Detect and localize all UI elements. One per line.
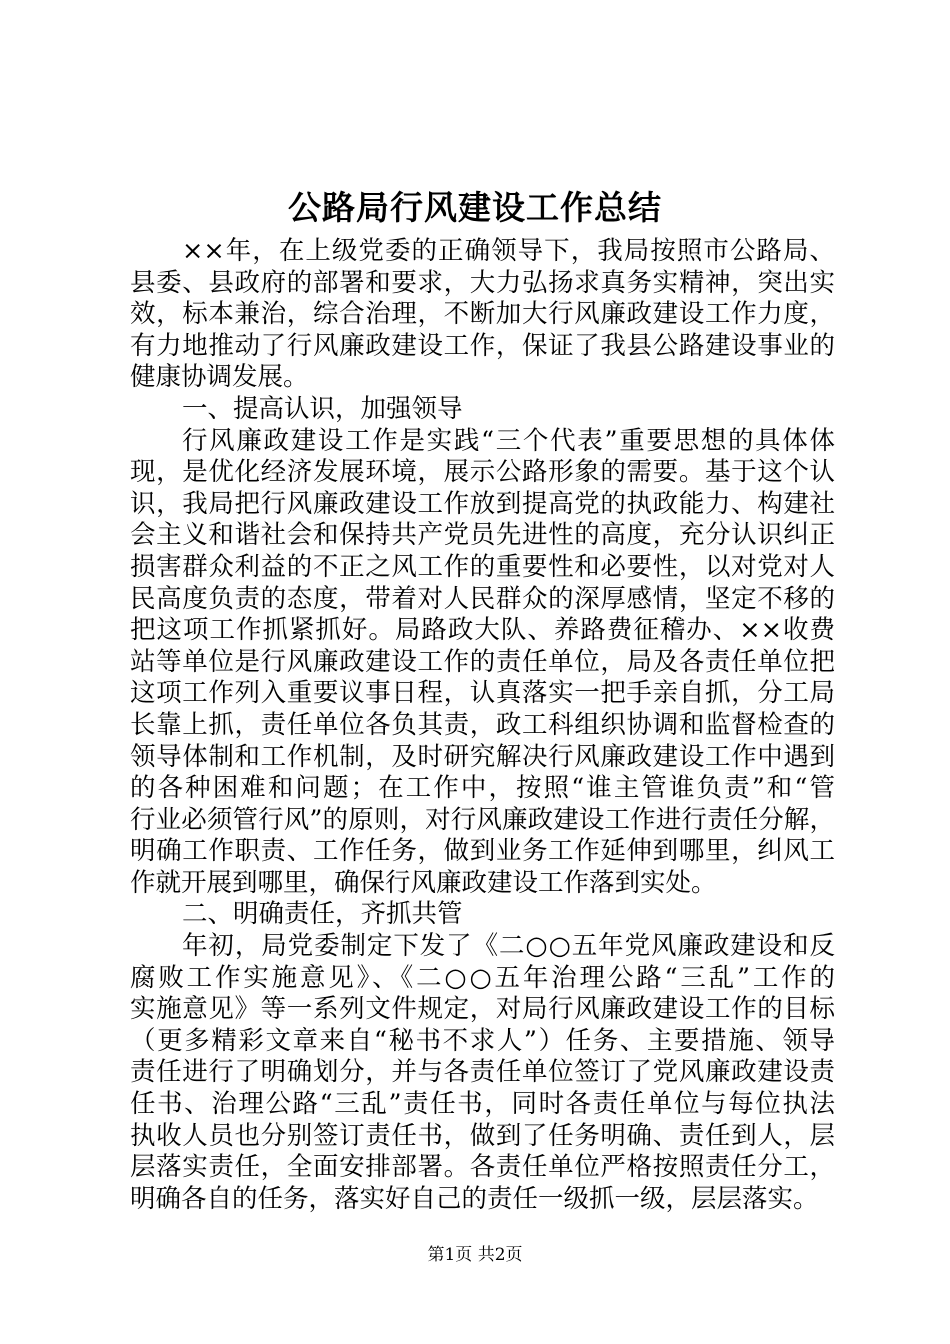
body-text-line: 长靠上抓，责任单位各负其责，政工科组织协调和监督检查的: [130, 709, 835, 740]
body-text-line: 行业必须管行风”的原则，对行风廉政建设工作进行责任分解，: [130, 804, 835, 835]
body-text-line: 实施意见》等一系列文件规定，对局行风廉政建设工作的目标: [130, 994, 835, 1025]
body-text-line: 损害群众利益的不正之风工作的重要性和必要性，以对党对人: [130, 551, 835, 582]
body-text-line: 二、明确责任，齐抓共管: [182, 899, 463, 930]
body-text-line: 层落实责任，全面安排部署。各责任单位严格按照责任分工，: [130, 1152, 835, 1183]
body-text-line: 健康协调发展。: [130, 362, 309, 393]
body-text-line: 站等单位是行风廉政建设工作的责任单位，局及各责任单位把: [130, 646, 835, 677]
body-text-line: （更多精彩文章来自“秘书不求人”）任务、主要措施、领导: [130, 1025, 835, 1056]
body-text-line: 行风廉政建设工作是实践“三个代表”重要思想的具体体: [182, 425, 835, 456]
document-body: [130, 236, 835, 1215]
body-text-line: 会主义和谐社会和保持共产党员先进性的高度，充分认识纠正: [130, 520, 835, 551]
body-text-line: 民高度负责的态度，带着对人民群众的深厚感情，坚定不移的: [130, 583, 835, 614]
body-text-line: 作就开展到哪里，确保行风廉政建设工作落到实处。: [130, 867, 717, 898]
body-text-line: 的各种困难和问题；在工作中，按照“谁主管谁负责”和“管: [130, 773, 835, 804]
body-text-line: 腐败工作实施意见》、《二○○五年治理公路“三乱”工作的: [130, 962, 835, 993]
body-text-line: 现，是优化经济发展环境，展示公路形象的需要。基于这个认: [130, 457, 835, 488]
body-text-line: ××年，在上级党委的正确领导下，我局按照市公路局、: [182, 236, 835, 266]
body-text-line: 领导体制和工作机制，及时研究解决行风廉政建设工作中遇到: [130, 741, 835, 772]
body-text-line: 县委、县政府的部署和要求，大力弘扬求真务实精神，突出实: [130, 267, 835, 298]
page-footer: 第1页 共2页: [427, 1245, 523, 1265]
body-text-line: 任书、治理公路“三乱”责任书，同时各责任单位与每位执法: [130, 1089, 835, 1120]
body-text-line: 把这项工作抓紧抓好。局路政大队、养路费征稽办、××收费: [130, 615, 835, 646]
body-text-line: 执收人员也分别签订责任书，做到了任务明确、责任到人，层: [130, 1120, 835, 1151]
document-title: 公路局行风建设工作总结: [288, 188, 662, 227]
body-text-line: 明确工作职责、工作任务，做到业务工作延伸到哪里，纠风工: [130, 836, 835, 867]
body-text-line: 责任进行了明确划分，并与各责任单位签订了党风廉政建设责: [130, 1057, 835, 1088]
body-text-line: 年初，局党委制定下发了《二○○五年党风廉政建设和反: [182, 931, 835, 962]
body-text-line: 识，我局把行风廉政建设工作放到提高党的执政能力、构建社: [130, 488, 835, 519]
body-text-line: 有力地推动了行风廉政建设工作，保证了我县公路建设事业的: [130, 330, 835, 361]
body-text-line: 明确各自的任务，落实好自己的责任一级抓一级，层层落实。: [130, 1183, 819, 1214]
body-text-line: 效，标本兼治，综合治理，不断加大行风廉政建设工作力度，: [130, 299, 835, 330]
body-text-line: 一、提高认识，加强领导: [182, 393, 463, 424]
body-text-line: 这项工作列入重要议事日程，认真落实一把手亲自抓，分工局: [130, 678, 835, 709]
